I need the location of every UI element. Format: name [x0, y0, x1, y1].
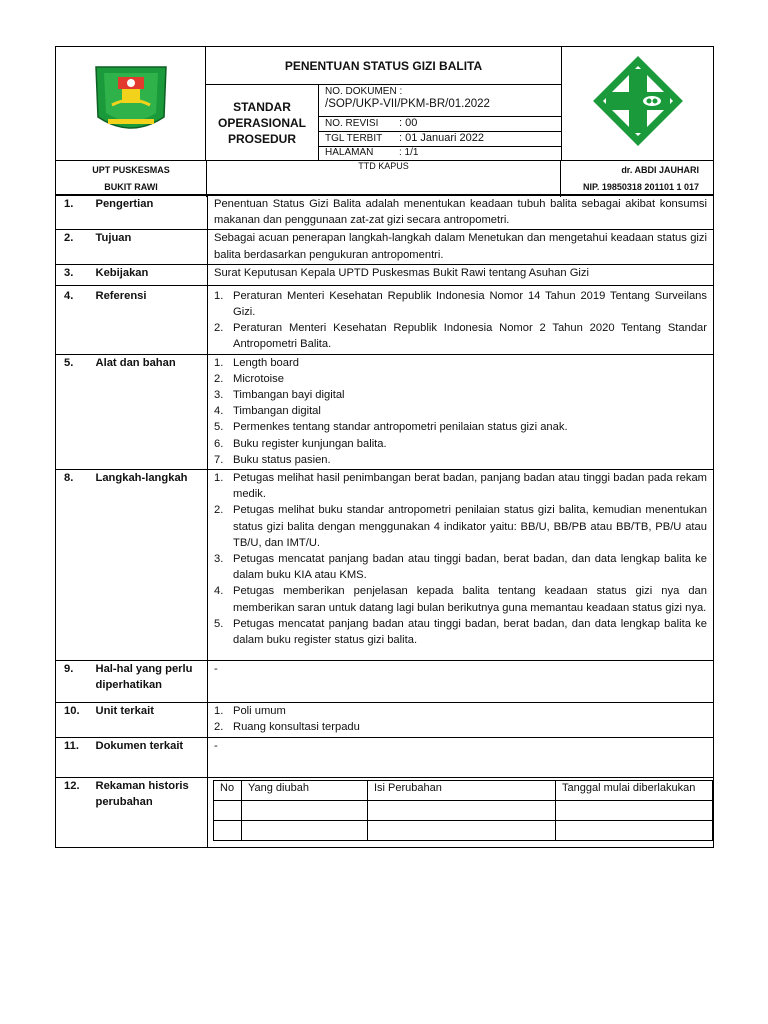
list-item: 5. Permenkes tentang standar antropometri penilaian status gizi anak. — [214, 421, 568, 434]
section-label — [94, 661, 208, 703]
meta-halaman — [319, 147, 561, 160]
list-item-text: Timbangan digital — [233, 405, 321, 418]
section-number: 8. — [56, 470, 94, 661]
section-number: 3. — [56, 264, 94, 285]
table-cell — [556, 801, 713, 821]
signer-name: dr. ABDI JAUHARI — [621, 165, 699, 175]
list-item: 7. Buku status pasien. — [214, 453, 331, 466]
list-item-text: Buku status pasien. — [233, 453, 331, 466]
list-item: 1. Peraturan Menteri Kesehatan Republik Indonesia Nomor 14 Tahun 2019 Tentang Surveilans Gizi. — [214, 289, 707, 319]
org-line: UPT PUSKESMAS — [92, 165, 170, 175]
section-kebijakan — [56, 264, 714, 285]
section-label — [94, 778, 208, 848]
section-alat-bahan — [56, 354, 714, 469]
table-cell — [214, 801, 242, 821]
column-header: No — [214, 781, 242, 801]
section-label: Kebijakan — [94, 264, 208, 285]
sop-label-line: OPERASIONAL — [217, 115, 306, 130]
section-content: Surat Keputusan Kepala UPTD Puskesmas Bukit Rawi tentang Asuhan Gizi — [208, 264, 714, 285]
meta-value: /SOP/UKP-VII/PKM-BR/01.2022 — [325, 98, 490, 110]
section-number: 11. — [56, 738, 94, 778]
health-logo-cell — [561, 47, 713, 160]
section-unit-terkait — [56, 703, 714, 738]
list-item: 1. Poli umum — [214, 705, 286, 718]
organization-name — [56, 161, 206, 198]
table-cell — [214, 821, 242, 841]
table-row — [214, 821, 713, 841]
meta-label: NO. REVISI — [325, 118, 379, 129]
section-content — [208, 285, 714, 354]
meta-value: : 01 Januari 2022 — [399, 132, 485, 144]
header-middle — [206, 47, 561, 160]
section-number: 2. — [56, 230, 94, 264]
list-item-text: Petugas mencatat panjang badan atau tinggi badan, berat badan, dan data lengkap balita ke dalam buku KIA atau KMS. — [233, 553, 707, 582]
list-item: 3. Petugas mencatat panjang badan atau tinggi badan, berat badan, dan data lengkap balita ke dalam buku KIA atau KMS. — [214, 553, 707, 582]
list-item-text: Ruang konsultasi terpadu — [233, 721, 360, 734]
history-table — [213, 780, 713, 841]
list-item: 5. Petugas mencatat panjang badan atau tinggi badan, berat badan, dan data lengkap balita ke dalam buku register status gizi balita. — [214, 617, 707, 647]
table-header-row — [214, 781, 713, 801]
section-number: 5. — [56, 354, 94, 469]
list-item-text: Petugas melihat hasil penimbangan berat badan, panjang badan atau tinggi badan pada rekam medik. — [233, 472, 707, 501]
section-dokumen-terkait — [56, 738, 714, 778]
list-item: 2. Peraturan Menteri Kesehatan Republik Indonesia Nomor 2 Tahun 2020 Tentang Standar Antropometri Balita. — [214, 322, 707, 351]
list-item: 2. Microtoise — [214, 372, 284, 385]
list-item: 6. Buku register kunjungan balita. — [214, 437, 387, 450]
meta-no-revisi — [319, 117, 561, 132]
section-label: Alat dan bahan — [94, 354, 208, 469]
sop-sections-table — [55, 195, 714, 848]
list-item: 1. Length board — [214, 356, 299, 369]
section-tujuan — [56, 230, 714, 264]
section-content: - — [208, 661, 714, 703]
section-content — [208, 703, 714, 738]
section-label-line: Hal-hal yang perlu — [95, 663, 193, 676]
list-item-text: Permenkes tentang standar antropometri penilaian status gizi anak. — [233, 421, 568, 434]
meta-value: : 00 — [399, 117, 418, 129]
meta-label: NO. DOKUMEN : — [325, 86, 403, 97]
section-label: Pengertian — [94, 196, 208, 230]
document-header — [55, 46, 714, 195]
table-cell — [368, 801, 556, 821]
section-number: 1. — [56, 196, 94, 230]
regional-logo-cell — [56, 47, 206, 160]
list-item-text: Poli umum — [233, 705, 286, 718]
column-header: Isi Perubahan — [368, 781, 556, 801]
section-rekaman-historis — [56, 778, 714, 848]
unit-list — [214, 703, 707, 735]
org-line: BUKIT RAWI — [104, 182, 158, 192]
section-label: Langkah-langkah — [94, 470, 208, 661]
column-header: Tanggal mulai diberlakukan — [556, 781, 713, 801]
section-hal-diperhatikan — [56, 661, 714, 703]
section-referensi — [56, 285, 714, 354]
section-label-line: diperhatikan — [95, 679, 163, 692]
list-item: 1. Petugas melihat hasil penimbangan berat badan, panjang badan atau tinggi badan pada rekam medik. — [214, 472, 707, 501]
section-label-line: perubahan — [95, 796, 153, 809]
section-content: Sebagai acuan penerapan langkah-langkah dalam Menetukan dan mengetahui keadaan status gizi balita berdasarkan pengukuran antropomentri. — [208, 230, 714, 264]
meta-label: TGL TERBIT — [325, 133, 383, 144]
steps-list — [214, 470, 707, 648]
section-langkah — [56, 470, 714, 661]
page-title: PENENTUAN STATUS GIZI BALITA — [206, 47, 561, 85]
list-item-text: Buku register kunjungan balita. — [233, 437, 387, 450]
list-item-text: Petugas mencatat panjang badan atau tinggi badan, berat badan, dan data lengkap balita ke dalam buku register status gizi balita. — [233, 617, 707, 647]
list-item-text: Petugas memberikan penjelasan kepada balita tentang keadaan status gizi nya dan memberikan saran untuk datang lagi bulan berikutnya guna memantau keadaan status gizi nya. — [233, 585, 707, 614]
list-item: 4. Timbangan digital — [214, 405, 321, 418]
sop-document — [55, 46, 714, 848]
reference-list — [214, 288, 707, 353]
list-item-text: Peraturan Menteri Kesehatan Republik Indonesia Nomor 14 Tahun 2019 Tentang Surveilans Gizi. — [233, 289, 707, 319]
section-label: Unit terkait — [94, 703, 208, 738]
section-content — [208, 778, 714, 848]
column-header: Yang diubah — [242, 781, 368, 801]
table-cell — [556, 821, 713, 841]
list-item: 3. Timbangan bayi digital — [214, 389, 345, 402]
puskesmas-cross-icon — [562, 47, 714, 160]
meta-label: HALAMAN — [325, 147, 374, 158]
section-content — [208, 470, 714, 661]
section-label-line: Rekaman historis — [95, 780, 189, 793]
sop-label — [206, 85, 319, 160]
section-label: Referensi — [94, 285, 208, 354]
section-number: 9. — [56, 661, 94, 703]
signer-info — [561, 161, 713, 197]
table-row — [214, 801, 713, 821]
meta-value: : 1/1 — [399, 147, 419, 158]
list-item: 2. Ruang konsultasi terpadu — [214, 721, 360, 734]
table-cell — [368, 821, 556, 841]
list-item-text: Length board — [233, 356, 299, 369]
list-item-text: Timbangan bayi digital — [233, 389, 345, 402]
section-content — [208, 354, 714, 469]
header-signature-row — [56, 160, 713, 196]
list-item-text: Petugas melihat buku standar antropometri penilaian status gizi balita, kemudian menentukan status gizi balita dengan menggunakan 4 indikator yaitu: BB/U, BB/PB atau BB/TB, PB/U atau TB/U, dan IMT/U. — [233, 504, 707, 549]
section-label: Tujuan — [94, 230, 208, 264]
table-cell — [242, 821, 368, 841]
tools-list — [214, 355, 707, 468]
table-cell — [242, 801, 368, 821]
sop-label-line: PROSEDUR — [227, 131, 296, 146]
list-item: 4. Petugas memberikan penjelasan kepada balita tentang keadaan status gizi nya dan memberikan saran untuk datang lagi bulan berikutnya guna memantau keadaan status gizi nya. — [214, 585, 707, 614]
section-pengertian — [56, 196, 714, 230]
section-number: 10. — [56, 703, 94, 738]
section-content: - — [208, 738, 714, 778]
document-meta — [319, 85, 561, 160]
signer-nip: NIP. 19850318 201101 1 017 — [583, 182, 699, 192]
regional-emblem-icon — [56, 47, 206, 160]
section-label: Dokumen terkait — [94, 738, 208, 778]
section-content: Penentuan Status Gizi Balita adalah menentukan keadaan tubuh balita sebagai akibat konsumsi makanan dan penggunaan zat-zat gizi secara antropometri. — [208, 196, 714, 230]
list-item: 2. Petugas melihat buku standar antropometri penilaian status gizi balita, kemudian menentukan status gizi balita dengan menggunakan 4 indikator yaitu: BB/U, BB/PB atau BB/TB, PB/U atau TB/U, dan IMT/U. — [214, 504, 707, 549]
section-number: 4. — [56, 285, 94, 354]
list-item-text: Microtoise — [233, 372, 284, 385]
meta-tgl-terbit — [319, 132, 561, 147]
section-number: 12. — [56, 778, 94, 848]
meta-no-dokumen — [319, 85, 561, 117]
signature-label: TTD KAPUS — [206, 161, 561, 197]
sop-label-line: STANDAR — [233, 99, 291, 114]
list-item-text: Peraturan Menteri Kesehatan Republik Indonesia Nomor 2 Tahun 2020 Tentang Standar Antropometri Balita. — [233, 322, 707, 351]
